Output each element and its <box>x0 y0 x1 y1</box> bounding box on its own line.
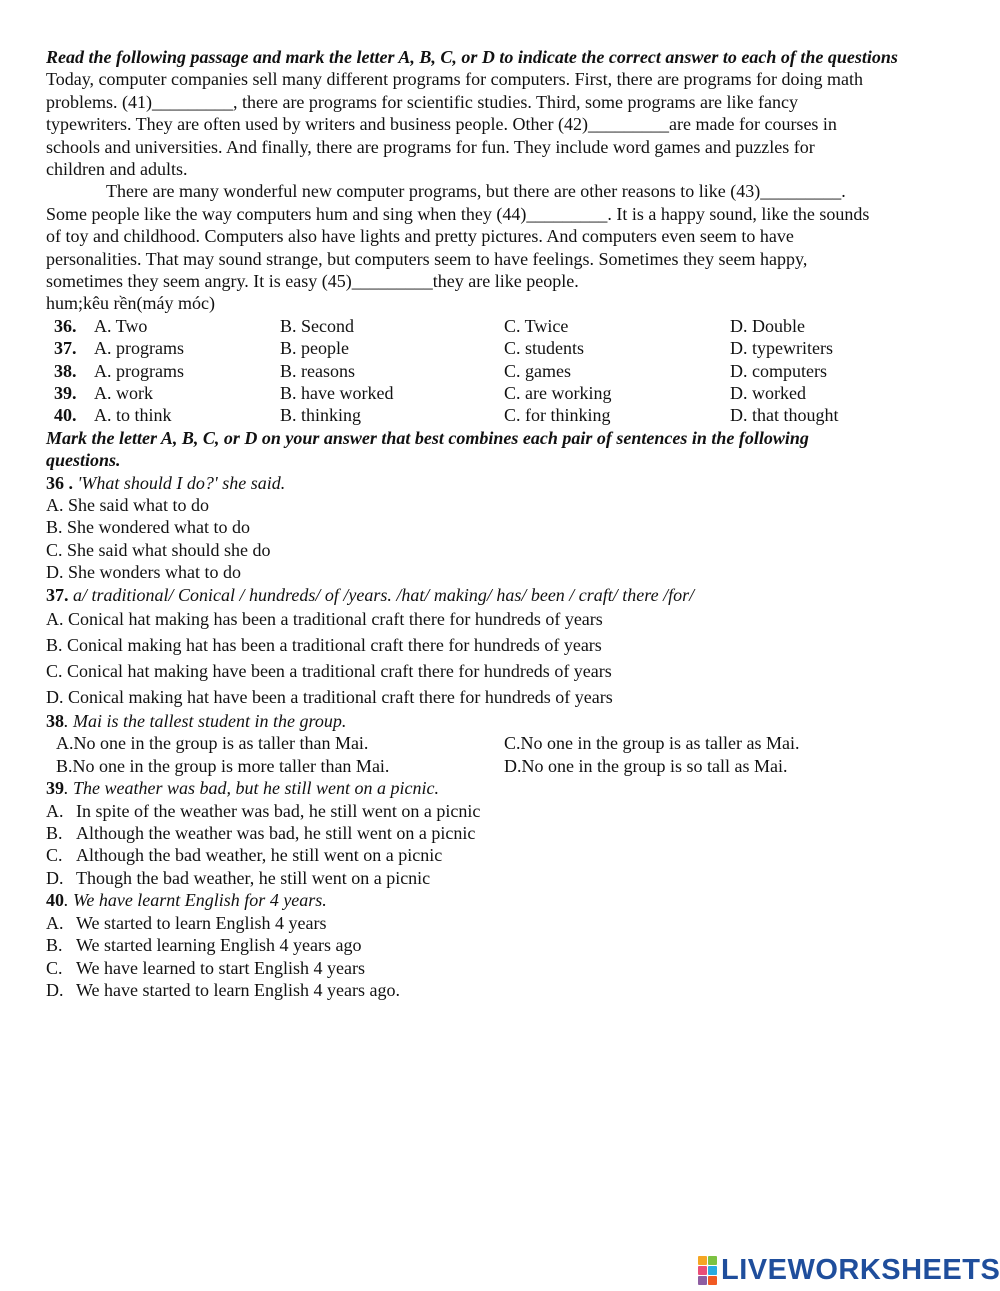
instruction-line: questions. <box>46 450 121 471</box>
option-d[interactable]: D.No one in the group is so tall as Mai. <box>504 755 788 776</box>
passage-line: Some people like the way computers hum and sing when they (44)_________. It is a happy sound, like the sounds <box>46 203 870 224</box>
option-label: B. <box>46 823 63 844</box>
option-label: B. <box>46 935 63 956</box>
option-b[interactable]: B. have worked <box>280 383 394 404</box>
option-b[interactable]: B.No one in the group is more taller than Mai. <box>56 755 390 776</box>
question-number: 36. <box>54 315 77 336</box>
option-c[interactable]: C. are working <box>504 383 612 404</box>
passage-paragraph-1 <box>46 68 966 180</box>
logo-block <box>698 1256 707 1265</box>
question-prompt: 39. The weather was bad, but he still went on a picnic. <box>46 778 439 799</box>
option-c[interactable] <box>46 844 966 866</box>
question-row-37 <box>46 337 966 359</box>
section1-instruction: Read the following passage and mark the letter A, B, C, or D to indicate the correct answer to each of the questions <box>46 47 898 67</box>
options-row-ac <box>46 732 966 754</box>
option-text: Though the bad weather, he still went on a picnic <box>76 867 431 888</box>
option-label: D. <box>46 979 64 1000</box>
logo-block <box>698 1276 707 1285</box>
question-row-40 <box>46 404 966 426</box>
instruction-line: Mark the letter A, B, C, or D on your answer that best combines each pair of sentences in the following <box>46 427 809 448</box>
option-b[interactable]: B. She wondered what to do <box>46 517 250 538</box>
option-d[interactable] <box>46 979 966 1001</box>
logo-mark-icon <box>698 1256 717 1285</box>
logo-block <box>708 1266 717 1275</box>
logo-block <box>708 1276 717 1285</box>
option-b[interactable]: B. reasons <box>280 360 355 381</box>
question-number: 36 . <box>46 472 73 493</box>
prompt-text: 'What should I do?' she said. <box>77 472 286 493</box>
option-d[interactable]: D. Double <box>730 315 805 336</box>
option-c[interactable]: C. students <box>504 338 585 359</box>
option-c[interactable]: C. for thinking <box>504 405 611 426</box>
option-b[interactable]: B. thinking <box>280 405 362 426</box>
passage-line: problems. (41)_________, there are programs for scientific studies. Third, some programs are like fancy <box>46 91 798 112</box>
option-text: Although the weather was bad, he still went on a picnic <box>76 823 476 844</box>
option-b[interactable]: B. people <box>280 338 349 359</box>
option-d[interactable]: D. typewriters <box>730 338 833 359</box>
vocabulary-note: hum;kêu rền(máy móc) <box>46 293 215 314</box>
passage-paragraph-2 <box>46 180 966 292</box>
option-a[interactable] <box>46 912 966 934</box>
option-b[interactable] <box>46 934 966 956</box>
question-38 <box>46 710 966 777</box>
option-d[interactable]: D. She wonders what to do <box>46 562 241 583</box>
question-number: 39 <box>46 778 64 799</box>
question-prompt <box>46 472 966 494</box>
section2-instruction <box>46 427 966 472</box>
option-label: C. <box>46 845 63 866</box>
choice-table <box>46 315 966 427</box>
logo-text: LIVEWORKSHEETS <box>721 1254 1000 1286</box>
option-label: D. <box>46 867 64 888</box>
liveworksheets-logo <box>698 1255 1000 1285</box>
logo-block <box>708 1256 717 1265</box>
question-prompt <box>46 584 966 606</box>
passage-line: children and adults. <box>46 159 188 180</box>
question-39 <box>46 777 966 889</box>
option-text: Although the bad weather, he still went on a picnic <box>76 845 443 866</box>
option-text: We have started to learn English 4 years ago. <box>76 979 400 1000</box>
prompt-text: Mai is the tallest student in the group. <box>73 711 347 732</box>
question-number: 40. <box>54 405 77 426</box>
worksheet-page <box>46 46 966 1001</box>
option-c[interactable]: C. Conical hat making have been a traditional craft there for hundreds of years <box>46 661 612 682</box>
option-d[interactable]: D. Conical making hat have been a traditional craft there for hundreds of years <box>46 687 613 708</box>
question-prompt: 40. We have learnt English for 4 years. <box>46 890 327 911</box>
option-text: We started to learn English 4 years <box>76 912 327 933</box>
option-c[interactable] <box>46 957 966 979</box>
question-number: 37. <box>54 338 77 359</box>
question-number: 38. <box>54 360 77 381</box>
option-a[interactable]: A. Conical hat making has been a traditional craft there for hundreds of years <box>46 609 603 630</box>
option-c[interactable]: C.No one in the group is as taller as Mai. <box>504 733 800 754</box>
option-label: A. <box>46 912 64 933</box>
option-c[interactable]: C. games <box>504 360 571 381</box>
question-row-36 <box>46 315 966 337</box>
passage-line: typewriters. They are often used by writers and business people. Other (42)_________are made for courses in <box>46 114 837 135</box>
option-d[interactable] <box>46 867 966 889</box>
option-label: A. <box>46 800 64 821</box>
option-d[interactable]: D. that thought <box>730 405 839 426</box>
question-number: 37. <box>46 584 69 605</box>
option-c[interactable]: C. Twice <box>504 315 569 336</box>
option-a[interactable]: A. to think <box>94 405 172 426</box>
option-b[interactable]: B. Second <box>280 315 354 336</box>
option-text: In spite of the weather was bad, he still went on a picnic <box>76 800 481 821</box>
option-b[interactable] <box>46 822 966 844</box>
option-text: We started learning English 4 years ago <box>76 935 362 956</box>
question-number: 39. <box>54 383 77 404</box>
option-c[interactable]: C. She said what should she do <box>46 539 271 560</box>
option-a[interactable]: A. She said what to do <box>46 495 209 516</box>
question-number: 38 <box>46 711 64 732</box>
logo-block <box>698 1266 707 1275</box>
question-number: 40 <box>46 890 64 911</box>
option-a[interactable]: A.No one in the group is as taller than Mai. <box>56 733 369 754</box>
prompt-text: The weather was bad, but he still went on a picnic. <box>73 778 439 799</box>
prompt-text: a/ traditional/ Conical / hundreds/ of /years. /hat/ making/ has/ been / craft/ there /for/ <box>73 584 695 605</box>
question-row-39 <box>46 382 966 404</box>
option-a[interactable] <box>46 800 966 822</box>
passage-line: schools and universities. And finally, there are programs for fun. They include word games and puzzles for <box>46 136 815 157</box>
option-d[interactable]: D. computers <box>730 360 827 381</box>
option-b[interactable]: B. Conical making hat has been a traditional craft there for hundreds of years <box>46 635 602 656</box>
passage-line: There are many wonderful new computer programs, but there are other reasons to like (43)_________. <box>106 181 846 202</box>
question-prompt: 38. Mai is the tallest student in the group. <box>46 711 347 732</box>
option-a[interactable]: A. work <box>94 383 153 404</box>
option-d[interactable]: D. worked <box>730 383 806 404</box>
question-36 <box>46 472 966 584</box>
passage-line: Today, computer companies sell many different programs for computers. First, there are programs for doing math <box>46 69 864 90</box>
prompt-text: We have learnt English for 4 years. <box>73 890 327 911</box>
option-label: C. <box>46 957 63 978</box>
option-a[interactable]: A. programs <box>94 338 184 359</box>
question-row-38 <box>46 360 966 382</box>
question-40 <box>46 889 966 1001</box>
passage-line: personalities. That may sound strange, but computers seem to have feelings. Sometimes they seem happy, <box>46 248 808 269</box>
passage-line: of toy and childhood. Computers also have lights and pretty pictures. And computers even seem to have <box>46 226 794 247</box>
option-text: We have learned to start English 4 years <box>76 957 365 978</box>
passage-line: sometimes they seem angry. It is easy (45)_________they are like people. <box>46 271 579 292</box>
option-a[interactable]: A. Two <box>94 315 148 336</box>
option-a[interactable]: A. programs <box>94 360 184 381</box>
question-37 <box>46 584 966 710</box>
options-row-bd <box>46 755 966 777</box>
